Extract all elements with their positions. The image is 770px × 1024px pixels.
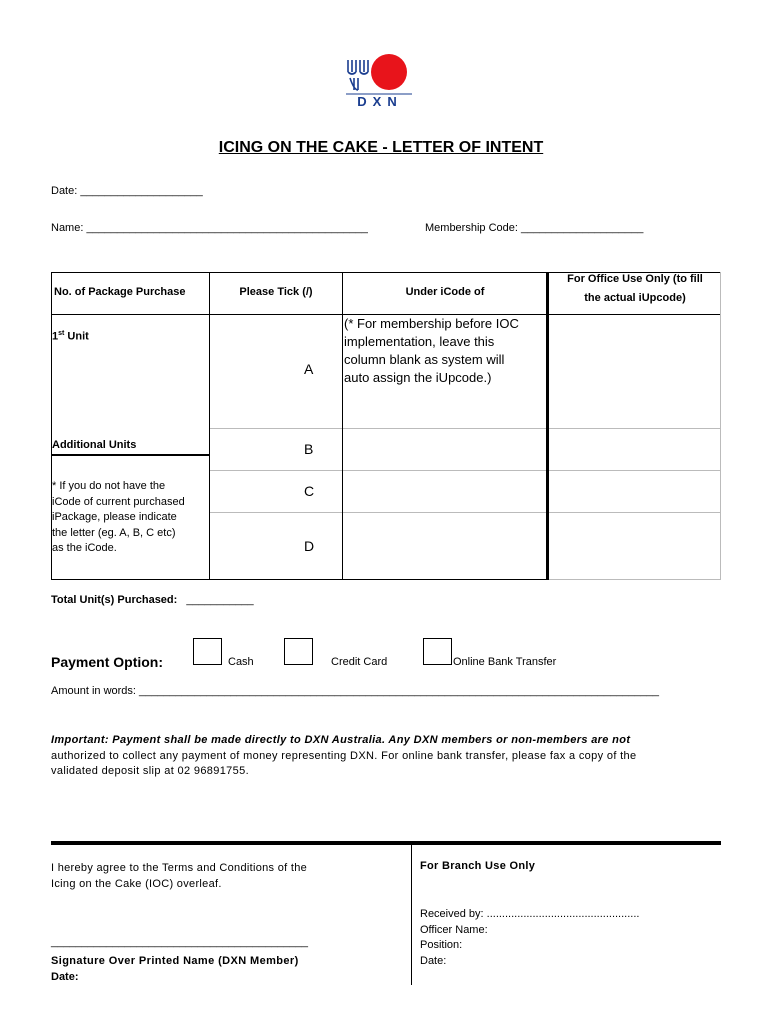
signature-line[interactable]: __________________________________________	[51, 936, 308, 948]
branch-date[interactable]: Date:	[420, 954, 447, 967]
credit-card-label: Credit Card	[331, 656, 388, 668]
important-notice	[51, 733, 637, 780]
officer-name[interactable]: Officer Name:	[420, 923, 488, 936]
important-line-2: authorized to collect any payment of money representing DXN. For online bank transfer, please fax a copy of the	[51, 749, 637, 762]
amount-label: Amount in words:	[51, 685, 136, 697]
name-label: Name:	[51, 222, 84, 234]
dxn-logo	[344, 50, 414, 112]
total-units[interactable]	[51, 594, 254, 606]
branch-fields	[420, 907, 639, 969]
amount-line: _____________________________________________________________________________________	[139, 685, 660, 697]
section-divider	[51, 841, 721, 845]
agreement-text: I hereby agree to the Terms and Conditions of the Icing on the Cake (IOC) overleaf.	[51, 862, 308, 890]
important-bold-line: Important: Payment shall be made directly to DXN Australia. Any DXN members or non-members are not	[51, 734, 631, 746]
header-office-use-1: For Office Use Only (to fill	[567, 273, 703, 285]
tick-letter-a[interactable]: A	[304, 361, 314, 377]
tick-letter-c[interactable]: C	[304, 483, 315, 499]
total-label: Total Unit(s) Purchased:	[51, 594, 178, 606]
package-table	[51, 272, 721, 580]
icode-note: * If you do not have the iCode of current purchased iPackage, please indicate the letter (eg. A, B, C etc) as the iCode.	[52, 480, 185, 554]
branch-use-title: For Branch Use Only	[420, 860, 536, 872]
column-divider	[411, 845, 412, 985]
header-please-tick: Please Tick (/)	[239, 286, 313, 298]
header-office-use-2: the actual iUpcode)	[584, 292, 686, 304]
position[interactable]: Position:	[420, 939, 463, 951]
online-bank-transfer-checkbox[interactable]	[423, 638, 452, 665]
payment-option-label: Payment Option:	[51, 654, 164, 670]
header-package-purchase: No. of Package Purchase	[54, 286, 186, 298]
membership-label: Membership Code:	[425, 222, 518, 234]
online-bank-transfer-label: Online Bank Transfer	[453, 656, 557, 668]
tick-letter-b[interactable]: B	[304, 441, 314, 457]
membership-line: ____________________	[521, 222, 644, 234]
cash-checkbox[interactable]	[193, 638, 222, 665]
first-unit-note: (* For membership before IOC implementation, leave this column blank as system will auto assign the iUpcode.)	[344, 316, 519, 385]
date-field[interactable]	[51, 185, 203, 197]
signature-label: Signature Over Printed Name (DXN Member)	[51, 955, 299, 967]
first-unit-label: 1st Unit	[52, 330, 89, 343]
member-date-label: Date:	[51, 971, 79, 983]
credit-card-checkbox[interactable]	[284, 638, 313, 665]
name-line: ______________________________________________	[86, 222, 368, 234]
logo-text: DXN	[357, 94, 403, 109]
membership-code-field[interactable]	[425, 222, 643, 234]
received-by[interactable]: Received by: ..................................................	[420, 908, 640, 920]
page-title: ICING ON THE CAKE - LETTER OF INTENT	[218, 139, 544, 156]
important-line-3: validated deposit slip at 02 96891755.	[51, 765, 249, 777]
tick-letter-d[interactable]: D	[304, 538, 315, 554]
total-line: ___________	[186, 594, 254, 606]
header-under-icode: Under iCode of	[405, 286, 485, 298]
date-label: Date:	[51, 185, 78, 197]
cash-label: Cash	[228, 656, 254, 668]
additional-units-label: Additional Units	[52, 439, 137, 451]
name-field[interactable]	[51, 222, 368, 234]
date-line: ____________________	[80, 185, 203, 197]
amount-in-words-field[interactable]	[51, 685, 659, 697]
